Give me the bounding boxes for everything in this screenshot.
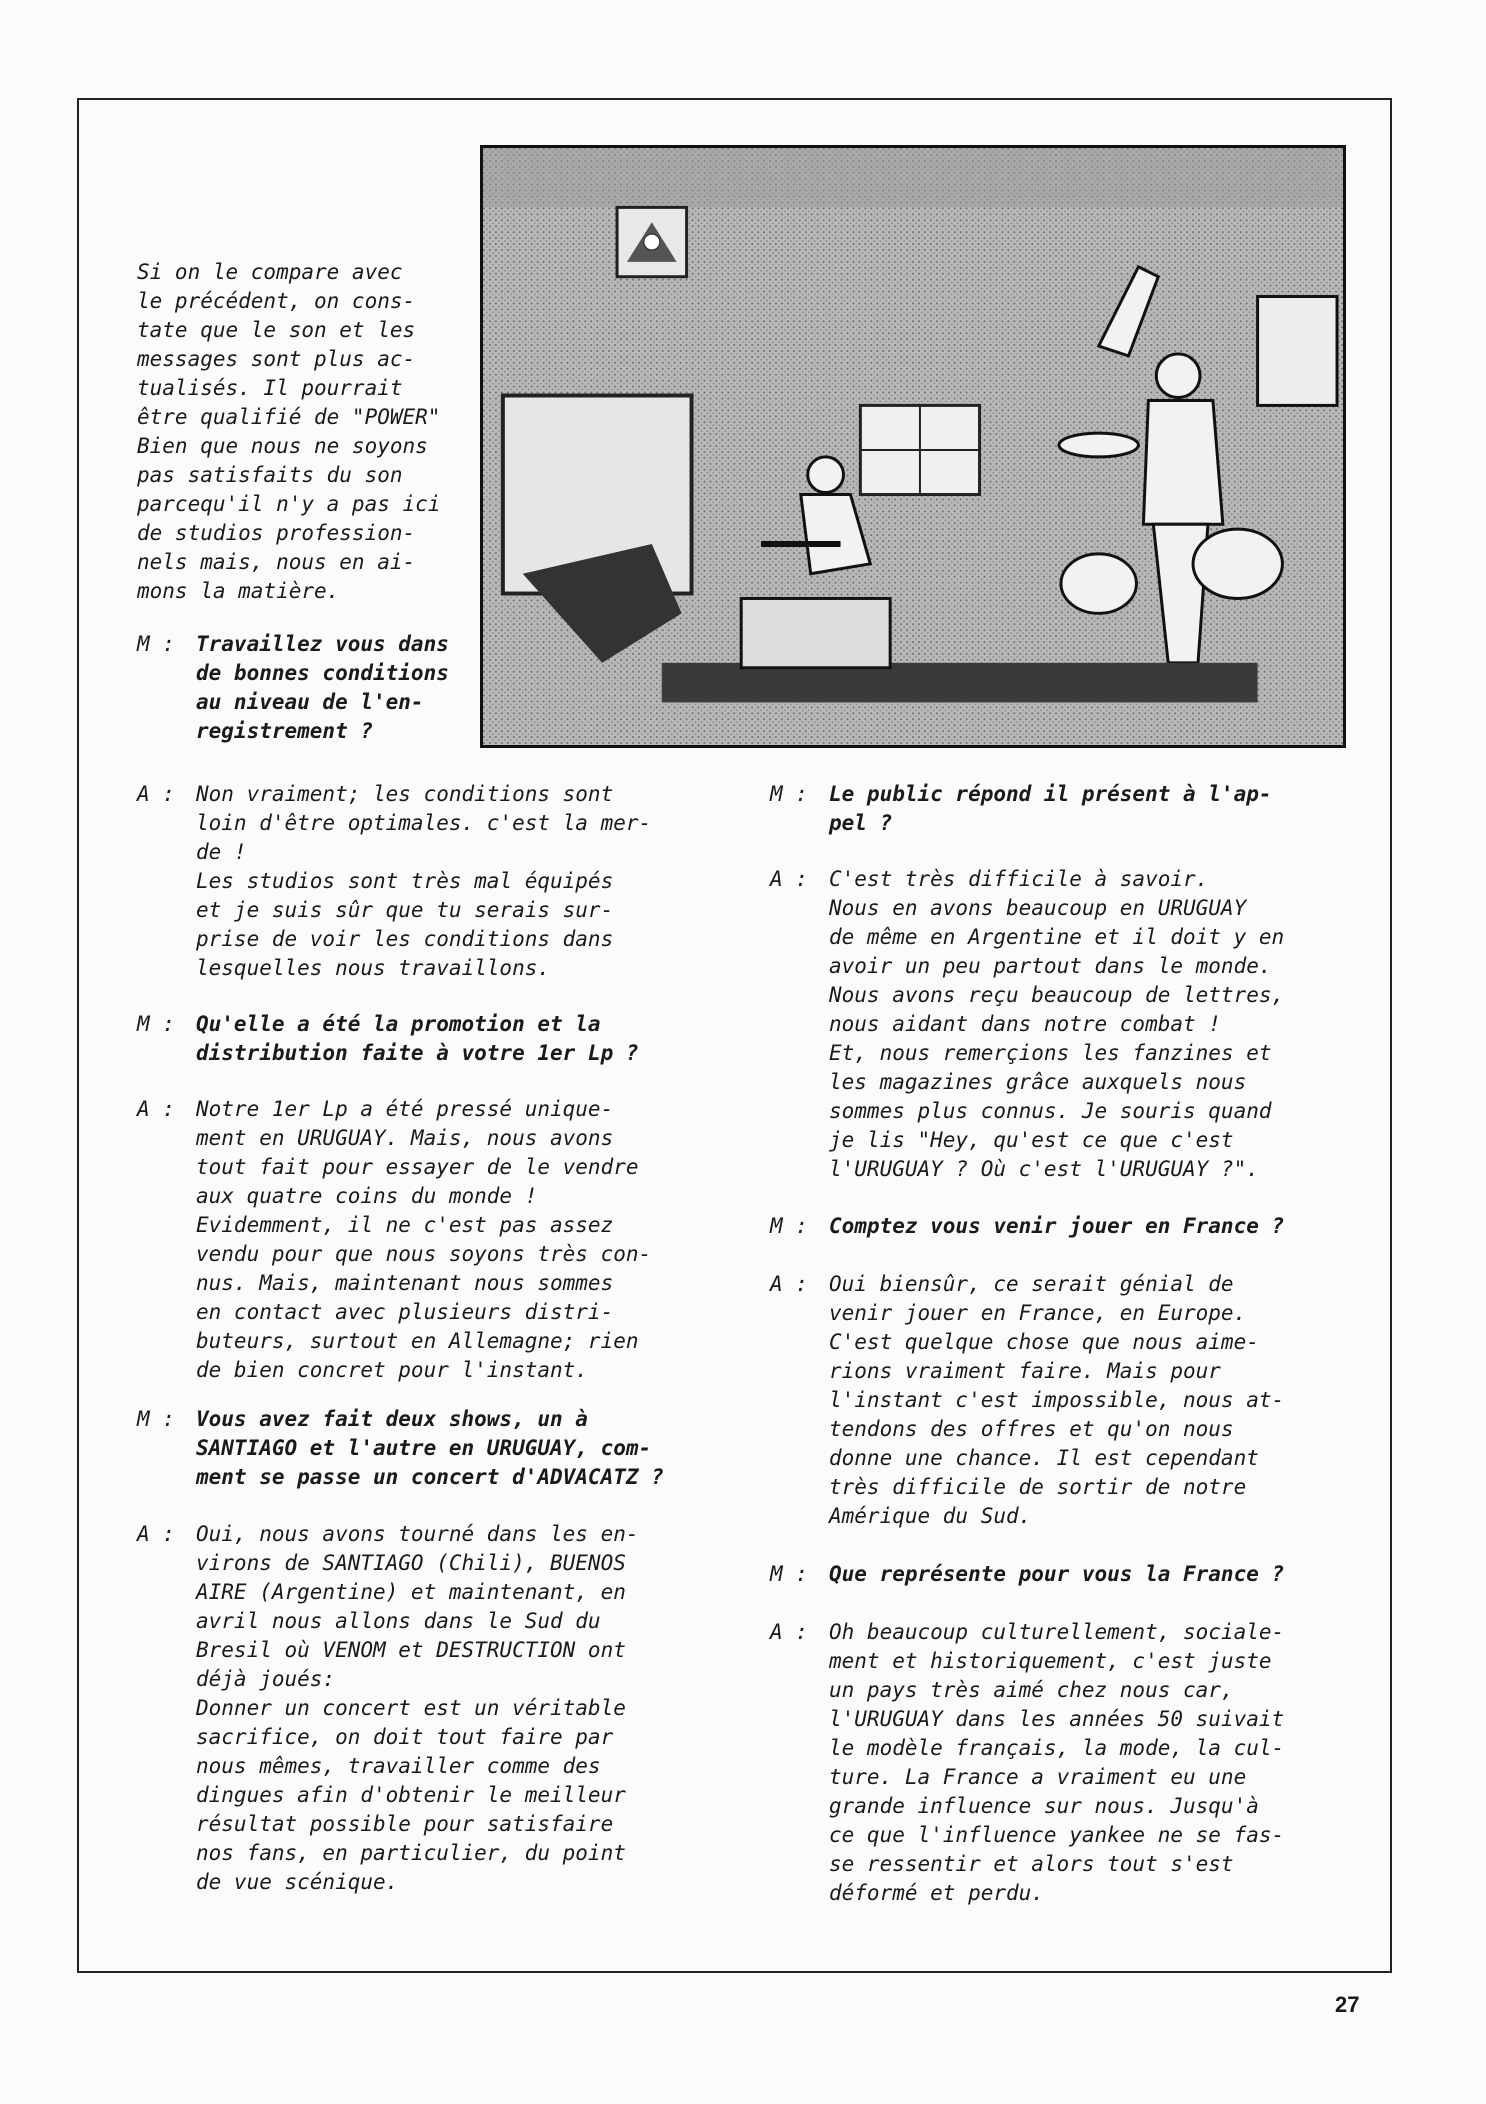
- question-text: Comptez vous venir jouer en France ?: [829, 1214, 1285, 1238]
- answer-text: Oui, nous avons tourné dans les en- virons de SANTIAGO (Chili), BUENOS AIRE (Argentine) et maintenant, en avril nous allons dans le Sud du Bresil où VENOM et DESTRUCTION ont déjà joués: Donner un concert est un véritable sacrifice, on doit tout faire par nous mêmes, travailler comme des dingues afin d'obtenir le meilleur résultat possible pour satisfaire nos fans, en particulier, du point de vue scénique.: [196, 1522, 639, 1894]
- answer-text: Oui biensûr, ce serait génial de venir jouer en France, en Europe. C'est quelque chose que nous aime- rions vraiment faire. Mais pour l'instant c'est impossible, nous at- tendons des offres et qu'on nous donne une chance. Il est cependant très difficile de sortir de notre Amérique du Sud.: [829, 1272, 1285, 1528]
- answer-text: Oh beaucoup culturellement, sociale- ment et historiquement, c'est juste un pays très aimé chez nous car, l'URUGUAY dans les années 50 suivait le modèle français, la mode, la cul- ture. La France a vraiment eu une grande influence sur nous. Jusqu'à ce que l'influence yankee ne se fas- se ressentir et alors tout s'est déformé et perdu.: [829, 1620, 1285, 1905]
- answer-text: Notre 1er Lp a été pressé unique- ment en URUGUAY. Mais, nous avons tout fait pour essayer de le vendre aux quatre coins du monde ! Evidemment, il ne c'est pas assez vendu pour que nous soyons très con- nus. Mais, maintenant nous sommes en contact avec plusieurs distri- buteurs, surtout en Allemagne; rien de bien concret pour l'instant.: [196, 1097, 652, 1382]
- question-text: Qu'elle a été la promotion et la distribution faite à votre 1er Lp ?: [196, 1012, 639, 1065]
- speaker-label: M :: [137, 632, 175, 656]
- page-number: 27: [1335, 1992, 1360, 2017]
- concert-stage-illustration: [483, 148, 1343, 745]
- speaker-label: A :: [137, 1522, 175, 1546]
- question-text: Le public répond il présent à l'ap- pel ?: [829, 782, 1272, 835]
- question-text: Travaillez vous dans de bonnes conditions au niveau de l'en- registrement ?: [196, 632, 449, 743]
- intro-paragraph: Si on le compare avec le précédent, on cons- tate que le son et les messages sont plus ac- tualisés. Il pourrait être qualifié de "POWER" Bien que nous ne soyons pas satisfaits du son parcequ'il n'y a pas ici de studios profession- nels mais, nous en ai- mons la matière.: [137, 260, 441, 603]
- speaker-label: M :: [770, 1214, 808, 1238]
- speaker-label: M :: [770, 782, 808, 806]
- speaker-label: A :: [770, 867, 808, 891]
- question-text: Que représente pour vous la France ?: [829, 1562, 1285, 1586]
- flag-emblem: [617, 207, 687, 276]
- answer-text: Non vraiment; les conditions sont loin d'être optimales. c'est la mer- de ! Les studios sont très mal équipés et je suis sûr que tu serais sur- prise de voir les conditions dans lesquelles nous travaillons.: [196, 782, 652, 980]
- question-text: Vous avez fait deux shows, un à SANTIAGO et l'autre en URUGUAY, com- ment se passe un concert d'ADVACATZ ?: [196, 1407, 664, 1489]
- speaker-label: A :: [770, 1272, 808, 1296]
- speaker-label: M :: [770, 1562, 808, 1586]
- speaker-label: A :: [137, 782, 175, 806]
- speaker-label: A :: [137, 1097, 175, 1121]
- speaker-label: M :: [137, 1407, 175, 1431]
- concert-photo: [480, 145, 1346, 748]
- speaker-label: M :: [137, 1012, 175, 1036]
- speaker-label: A :: [770, 1620, 808, 1644]
- answer-text: C'est très difficile à savoir. Nous en avons beaucoup en URUGUAY de même en Argentine et il doit y en avoir un peu partout dans le monde. Nous avons reçu beaucoup de lettres, nous aidant dans notre combat ! Et, nous remerçions les fanzines et les magazines grâce auxquels nous sommes plus connus. Je souris quand je lis "Hey, qu'est ce que c'est l'URUGUAY ? Où c'est l'URUGUAY ?".: [829, 867, 1285, 1181]
